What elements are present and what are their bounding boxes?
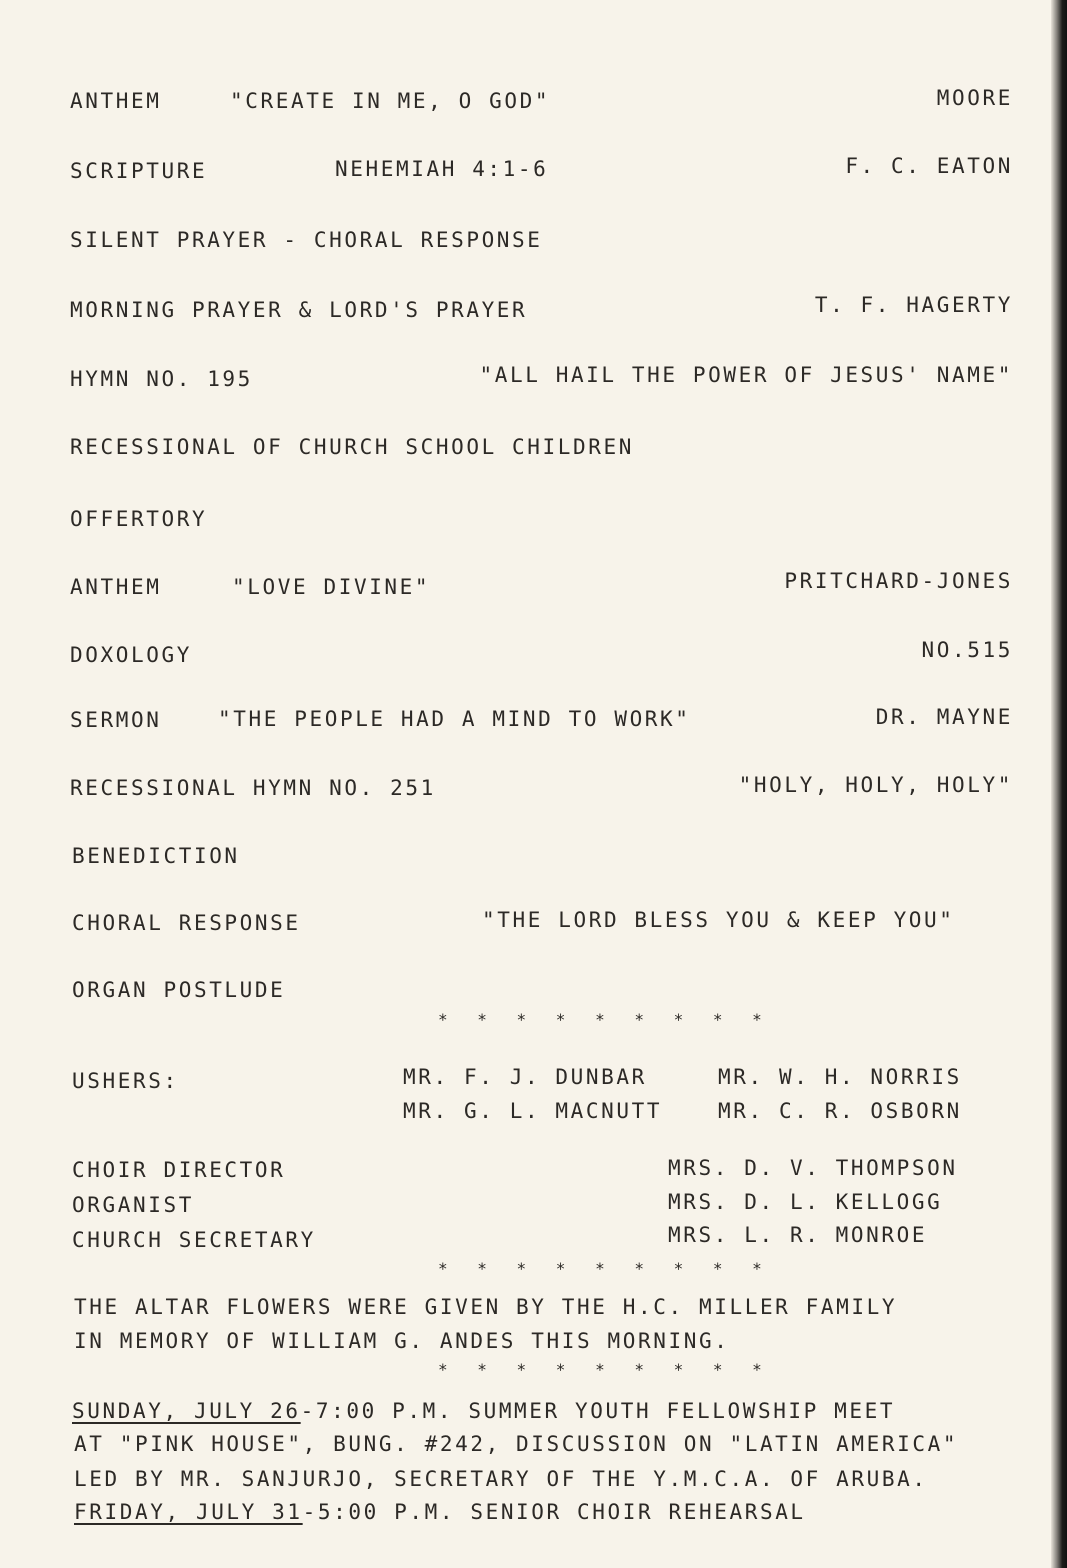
announcement-1-line-1 [72,1398,895,1424]
announcement-1-line-2: AT "PINK HOUSE", BUNG. #242, DISCUSSION ON "LATIN AMERICA" [74,1432,959,1456]
program-row-2-middle: NEHEMIAH 4:1-6 [335,157,549,181]
program-row-5-right: "ALL HAIL THE POWER OF JESUS' NAME" [479,363,1013,387]
staff-role-organist: ORGANIST [72,1193,194,1217]
announcement-1-date: SUNDAY, JULY 26 [72,1399,301,1423]
usher-1: MR. F. J. DUNBAR [403,1065,647,1089]
program-row-1-left: ANTHEM [70,89,162,113]
program-row-8-middle: "LOVE DIVINE" [232,575,431,599]
usher-2: MR. W. H. NORRIS [718,1065,962,1089]
program-row-9-right: NO.515 [921,638,1013,662]
announcement-2-line-1 [74,1499,806,1525]
staff-name-organist: MRS. D. L. KELLOGG [668,1190,943,1214]
program-row-6-left: RECESSIONAL OF CHURCH SCHOOL CHILDREN [70,435,634,459]
program-row-14-left: ORGAN POSTLUDE [72,978,286,1002]
program-row-5-left: HYMN NO. 195 [70,367,253,391]
program-row-4-left: MORNING PRAYER & LORD'S PRAYER [70,298,528,322]
program-row-1-right: MOORE [936,86,1013,110]
program-row-10-middle: "THE PEOPLE HAD A MIND TO WORK" [218,707,691,731]
announcement-1-line-3: LED BY MR. SANJURJO, SECRETARY OF THE Y.M.C.A. OF ARUBA. [74,1467,928,1491]
flowers-line-1: THE ALTAR FLOWERS WERE GIVEN BY THE H.C. MILLER FAMILY [74,1295,898,1319]
program-row-12-left: BENEDICTION [72,844,240,868]
staff-name-choir-director: MRS. D. V. THOMPSON [668,1156,958,1180]
announcement-2-text: -5:00 P.M. SENIOR CHOIR REHEARSAL [302,1500,806,1524]
program-row-7-left: OFFERTORY [70,507,208,531]
separator-2: * * * * * * * * * [438,1259,772,1278]
program-row-13-middle: "THE LORD BLESS YOU & KEEP YOU" [482,908,955,932]
page-edge-shadow [1051,0,1067,1568]
program-row-11-right: "HOLY, HOLY, HOLY" [738,773,1013,797]
announcement-1-text: -7:00 P.M. SUMMER YOUTH FELLOWSHIP MEET [300,1399,896,1423]
staff-role-church-secretary: CHURCH SECRETARY [72,1228,316,1252]
program-row-1-middle: "CREATE IN ME, O GOD" [230,89,551,113]
program-row-10-left: SERMON [70,708,162,732]
flowers-line-2: IN MEMORY OF WILLIAM G. ANDES THIS MORNING. [74,1329,730,1353]
staff-role-choir-director: CHOIR DIRECTOR [72,1158,286,1182]
program-row-4-right: T. F. HAGERTY [814,293,1013,317]
program-row-2-right: F. C. EATON [845,154,1013,178]
program-row-8-right: PRITCHARD-JONES [784,569,1013,593]
program-row-11-left: RECESSIONAL HYMN NO. 251 [70,776,436,800]
separator-3: * * * * * * * * * [438,1360,772,1379]
staff-name-church-secretary: MRS. L. R. MONROE [668,1223,928,1247]
usher-3: MR. G. L. MACNUTT [403,1099,663,1123]
announcement-2-date: FRIDAY, JULY 31 [74,1500,303,1524]
separator-1: * * * * * * * * * [438,1010,772,1029]
usher-4: MR. C. R. OSBORN [718,1099,962,1123]
program-row-3-left: SILENT PRAYER - CHORAL RESPONSE [70,228,543,252]
program-row-13-left: CHORAL RESPONSE [72,911,301,935]
program-row-8-left: ANTHEM [70,575,162,599]
program-row-10-right: DR. MAYNE [875,705,1013,729]
ushers-label: USHERS: [72,1069,179,1093]
program-row-2-left: SCRIPTURE [70,159,208,183]
program-row-9-left: DOXOLOGY [70,643,192,667]
